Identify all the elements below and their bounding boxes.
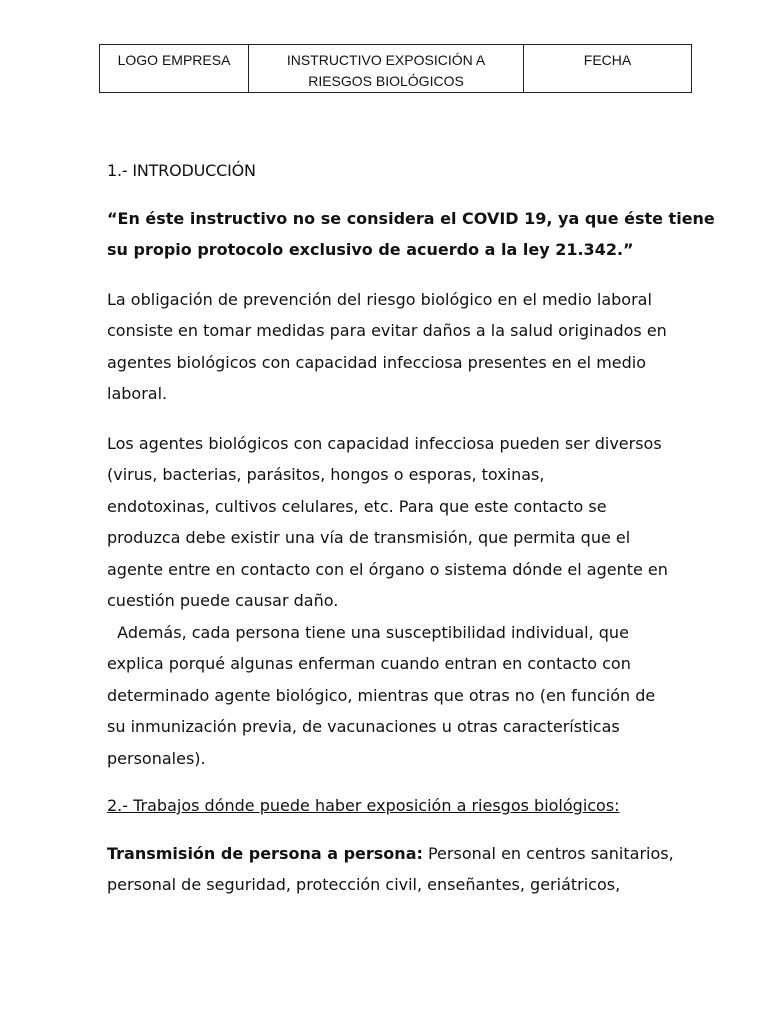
section-2-heading: 2.- Trabajos dónde puede haber exposición a riesgos biológicos: [107,796,620,815]
paragraph-line: agentes biológicos con capacidad infecciosa presentes en el medio [107,352,647,372]
paragraph-line: produzca debe existir una vía de transmisión, que permita que el [107,528,631,547]
paragraph-line: personales). [107,748,206,768]
transmission-item-line: personal de seguridad, protección civil, enseñantes, geriátricos, [107,875,621,894]
transmission-item [107,838,674,901]
paragraph-line: Además, cada persona tiene una susceptibilidad individual, que [107,622,629,642]
paragraph-line: agente entre en contacto con el órgano o sistema dónde el agente en [107,559,668,579]
transmission-item-line [107,838,674,870]
paragraph-line: consiste en tomar medidas para evitar daños a la salud originados en [107,321,667,340]
logo-placeholder [100,45,249,93]
transmission-text: Personal en centros sanitarios, [422,843,674,863]
covid-note [107,203,715,266]
document-body [107,155,715,901]
paragraph-line: determinado agente biológico, mientras que otras no (en función de [107,685,656,705]
document-title [249,45,524,93]
paragraph-line: explica porqué algunas enferman cuando entran en contacto con [107,654,631,673]
paragraph-line: cuestión puede causar daño. [107,591,339,610]
covid-note-line: su propio protocolo exclusivo de acuerdo a la ley 21.342.” [107,240,634,259]
paragraph-line: La obligación de prevención del riesgo biológico en el medio laboral [107,289,652,309]
date-label: FECHA [583,52,632,68]
logo-text: LOGO EMPRESA [117,52,231,68]
title-line-1: INSTRUCTIVO EXPOSICIÓN A [286,52,486,68]
covid-note-line: “En éste instructivo no se considera el COVID 19, ya que éste tiene [107,208,715,228]
paragraph-line: su inmunización previa, de vacunaciones u otras características [107,717,620,736]
paragraph-line: Los agentes biológicos con capacidad infecciosa pueden ser diversos [107,433,662,453]
paragraph-line: (virus, bacterias, parásitos, hongos o esporas, toxinas, [107,465,545,484]
paragraph-line: laboral. [107,384,168,403]
paragraph-prevention [107,284,667,410]
paragraph-line: endotoxinas, cultivos celulares, etc. Para que este contacto se [107,496,607,516]
document-header-table [99,44,692,93]
section-1-heading: 1.- INTRODUCCIÓN [107,161,256,180]
transmission-label: Transmisión de persona a persona: [107,843,423,863]
date-cell [524,45,692,93]
title-line-2: RIESGOS BIOLÓGICOS [308,73,464,89]
paragraph-biological-agents [107,428,667,775]
